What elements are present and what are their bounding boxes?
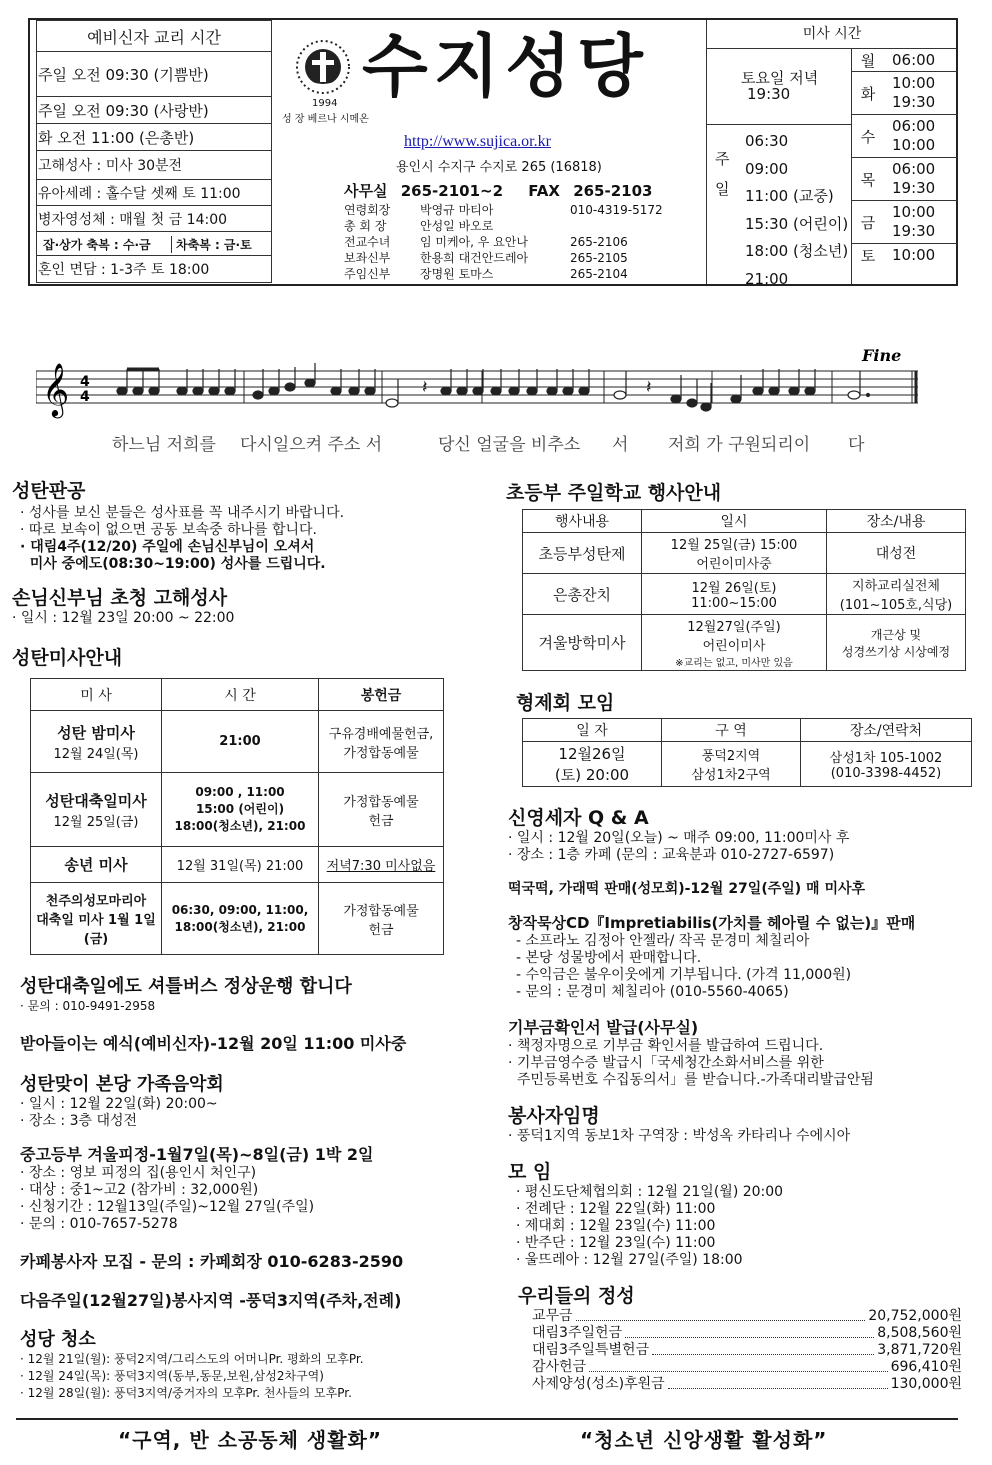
weekday-label: 목 bbox=[860, 170, 876, 189]
sunday-time: 06:30 bbox=[745, 132, 789, 150]
section-title: 떡국떡, 가래떡 판매(성모회)-12월 27일(주일) 매 미사후 bbox=[508, 881, 866, 897]
weekday-label: 수 bbox=[860, 127, 876, 146]
table-row bbox=[523, 742, 972, 787]
offering-label: 사제양성(성소)후원금 bbox=[532, 1376, 665, 1392]
mass-date: 12월 24일(목) bbox=[53, 746, 139, 762]
mass-offering: 헌금 bbox=[368, 922, 394, 938]
church-name: 수지성당 bbox=[362, 28, 649, 107]
sunday-time: 18:00 (청소년) bbox=[745, 242, 849, 261]
text-line: 주민등록번호 수집동의서」를 받습니다.-가족대리발급안됨 bbox=[508, 1072, 874, 1088]
text-line: · 대림4주(12/20) 주일에 손님신부님이 오셔서 bbox=[20, 539, 315, 555]
table-header: 장소/내용 bbox=[827, 510, 966, 533]
staff-role: 주임신부 bbox=[344, 267, 391, 281]
text-line: · 장소 : 3층 대성전 bbox=[20, 1113, 138, 1129]
sunday-time: 11:00 (교중) bbox=[745, 187, 834, 206]
table-header: 행사내용 bbox=[523, 510, 642, 533]
weekday-time: 19:30 bbox=[892, 93, 936, 111]
section-title: 받아들이는 예식(예비신자)-12월 20일 11:00 미사중 bbox=[20, 1034, 407, 1053]
mass-name: 성탄대축일미사 bbox=[45, 791, 147, 810]
meeting-area: 풍덕2지역 bbox=[701, 749, 761, 764]
mass-time: 09:00 , 11:00 bbox=[195, 785, 285, 799]
staff-name: 박영규 마티아 bbox=[420, 203, 494, 217]
event-place: 개근상 및 bbox=[870, 627, 922, 642]
weekday-column bbox=[851, 49, 958, 284]
event-time: 12월 26일(토) bbox=[691, 581, 777, 596]
table-row bbox=[31, 773, 444, 847]
event-place: 성경쓰기상 시상예정 bbox=[841, 644, 951, 659]
staff-row bbox=[344, 218, 663, 234]
staff-phone: 010-4319-5172 bbox=[570, 203, 663, 217]
weekday-time: 10:00 bbox=[892, 74, 936, 92]
offering-amount: 8,508,560원 bbox=[877, 1325, 962, 1341]
sunday-time: 21:00 bbox=[745, 269, 789, 288]
text-line: - 수익금은 불우이웃에게 기부됩니다. (가격 11,000원) bbox=[516, 967, 852, 983]
table-header: 일시 bbox=[642, 510, 827, 533]
offering-row bbox=[532, 1325, 962, 1342]
table-row bbox=[31, 883, 444, 955]
fax-number: 265-2103 bbox=[573, 182, 653, 200]
mass-time: 15:00 (어린이) bbox=[195, 802, 285, 816]
saturday-evening-label: 토요일 저녁 bbox=[741, 69, 819, 87]
svg-text:𝄽: 𝄽 bbox=[646, 377, 652, 398]
weekday-time: 06:00 bbox=[892, 160, 936, 178]
section-title: 성당 청소 bbox=[20, 1329, 96, 1350]
staff-role: 보좌신부 bbox=[344, 251, 391, 265]
left-column-lower bbox=[20, 972, 490, 1402]
text-line: - 문의 : 문경미 체칠리아 (010-5560-4065) bbox=[516, 984, 789, 1000]
fine-mark: Fine bbox=[862, 346, 902, 365]
lyric: 다 bbox=[848, 435, 865, 455]
text-line: · 신청기간 : 12월13일(주일)~12월 27일(주일) bbox=[20, 1199, 315, 1215]
text-line: · 일시 : 12월 20일(오늘) ~ 매주 09:00, 11:00미사 후 bbox=[508, 830, 850, 846]
event-time: 어린이미사 bbox=[702, 639, 766, 654]
offering-amount: 20,752,000원 bbox=[868, 1308, 962, 1324]
mass-time-title: 미사 시간 bbox=[707, 20, 957, 49]
table-row bbox=[523, 574, 966, 615]
text-line: · 12월 24일(목): 풍덕3지역(동부,동문,보원,삼성2차구역) bbox=[20, 1369, 324, 1383]
weekday-time: 19:30 bbox=[892, 179, 936, 197]
event-place: 대성전 bbox=[827, 533, 966, 574]
mass-time: 12월 31일(목) 21:00 bbox=[176, 859, 304, 874]
weekday-row bbox=[852, 72, 958, 115]
church-address: 용인시 수지구 수지로 265 (16818) bbox=[396, 160, 602, 175]
mass-offering: 헌금 bbox=[368, 813, 394, 829]
weekday-time: 10:00 bbox=[892, 136, 936, 154]
event-name: 초등부성탄제 bbox=[523, 533, 642, 574]
mass-offering: 가정합동예물 bbox=[343, 745, 419, 761]
meeting-area: 삼성1차2구역 bbox=[691, 768, 771, 783]
text-line: · 12월 28일(월): 풍덕3지역/중거자의 모후Pr. 천사들의 모후Pr. bbox=[20, 1386, 352, 1400]
catechism-row: 주일 오전 09:30 (기쁨반) bbox=[37, 52, 272, 97]
mass-name: 천주의성모마리아 bbox=[45, 894, 147, 909]
text-line: · 성사를 보신 분들은 성사표를 꼭 내주시기 바랍니다. bbox=[20, 505, 345, 521]
mass-date: 12월 25일(금) bbox=[53, 814, 139, 830]
event-place: (101~105호,식당) bbox=[839, 598, 953, 613]
event-time: 11:00~15:00 bbox=[691, 596, 777, 611]
staff-row bbox=[344, 202, 663, 218]
text-line: - 본당 성물방에서 판매합니다. bbox=[516, 950, 702, 966]
house-blessing: 잡·상가 축복 : 수·금 bbox=[37, 236, 172, 253]
logo-year: 1994 bbox=[312, 98, 338, 109]
event-place: 지하교리실전체 bbox=[852, 579, 940, 594]
meeting-place: (010-3398-4452) bbox=[830, 766, 942, 781]
christmas-mass-table bbox=[30, 678, 444, 955]
staff-row bbox=[344, 250, 663, 266]
offering-label: 교무금 bbox=[532, 1308, 573, 1324]
offering-label: 대림3주일헌금 bbox=[532, 1325, 623, 1341]
table-header: 구 역 bbox=[662, 719, 801, 742]
event-note: ※교리는 없고, 미사만 있음 bbox=[675, 658, 793, 669]
music-staff bbox=[36, 345, 922, 425]
section-title: 봉사자임명 bbox=[508, 1105, 600, 1127]
brotherhood-table bbox=[522, 718, 972, 787]
saturday-evening bbox=[707, 49, 851, 125]
mass-offering: 저녁7:30 미사없음 bbox=[326, 859, 436, 874]
music-score bbox=[36, 345, 922, 425]
table-row bbox=[523, 533, 966, 574]
staff-list bbox=[344, 202, 663, 282]
weekday-row bbox=[852, 158, 958, 201]
weekday-time: 10:00 bbox=[892, 203, 936, 221]
section-title: 창작묵상CD『Impretiabilis(가치를 헤아릴 수 없는)』판매 bbox=[508, 914, 916, 932]
sunday-time: 09:00 bbox=[745, 159, 789, 178]
section-title: 형제회 모임 bbox=[516, 692, 615, 714]
text-line: · 전례단 : 12월 22일(화) 11:00 bbox=[516, 1201, 716, 1217]
text-line: - 소프라노 김정아 안젤라/ 작곡 문경미 체칠리아 bbox=[516, 933, 810, 949]
offering-amount: 696,410원 bbox=[890, 1359, 962, 1375]
sick-communion-row: 병자영성체 : 매월 첫 금 14:00 bbox=[37, 206, 272, 232]
weekday-label: 월 bbox=[860, 51, 876, 70]
baptism-row: 유아세례 : 홀수달 셋째 토 11:00 bbox=[37, 180, 272, 206]
table-header: 장소/연락처 bbox=[801, 719, 972, 742]
section-title: 신영세자 Q & A bbox=[508, 807, 649, 829]
saturday-evening-time: 19:30 bbox=[747, 85, 791, 103]
footer-slogan-left: “구역, 반 소공동체 생활화” bbox=[118, 1428, 382, 1452]
text-line: · 책정자명으로 기부금 확인서를 발급하여 드립니다. bbox=[508, 1038, 824, 1054]
text-line: · 기부금영수증 발급시「국세청간소화서비스를 위한 bbox=[508, 1055, 824, 1071]
event-name: 은총잔치 bbox=[523, 574, 642, 615]
footer-slogan-right: “청소년 신앙생활 활성화” bbox=[580, 1428, 828, 1452]
blessing-row bbox=[37, 232, 272, 256]
mass-time: 18:00(청소년), 21:00 bbox=[174, 819, 306, 833]
staff-name: 임 미케아, 우 요안나 bbox=[420, 235, 528, 249]
catechism-row: 화 오전 11:00 (은총반) bbox=[37, 124, 272, 151]
staff-row bbox=[344, 234, 663, 250]
mass-offering: 구유경배예물헌금, bbox=[328, 726, 434, 742]
text-line: · 대상 : 중1~고2 (참가비 : 32,000원) bbox=[20, 1182, 259, 1198]
offering-row bbox=[532, 1342, 962, 1359]
weekday-label: 금 bbox=[860, 213, 876, 232]
sunday-times bbox=[745, 128, 848, 294]
offering-row bbox=[532, 1376, 962, 1393]
text-line: · 일시 : 12월 22일(화) 20:00~ bbox=[20, 1096, 218, 1112]
office-phone: 265-2101~2 bbox=[400, 182, 504, 200]
weekday-label: 토 bbox=[860, 246, 876, 265]
text-line: · 제대회 : 12월 23일(수) 11:00 bbox=[516, 1218, 716, 1234]
staff-role: 전교수녀 bbox=[344, 235, 391, 249]
sunday-time: 15:30 (어린이) bbox=[745, 214, 849, 233]
event-time: 12월27일(주일) bbox=[687, 620, 781, 635]
logo-caption: 성 장 베르나 시메온 bbox=[282, 114, 369, 125]
catechism-row: 주일 오전 09:30 (사랑반) bbox=[37, 97, 272, 124]
offering-amount: 3,871,720원 bbox=[877, 1342, 962, 1358]
mass-time: 06:30, 09:00, 11:00, bbox=[171, 902, 309, 917]
section-title: 성탄대축일에도 셔틀버스 정상운행 합니다 bbox=[20, 976, 352, 997]
event-time: 어린이미사중 bbox=[696, 557, 772, 572]
mass-time-box bbox=[706, 20, 957, 288]
staff-phone: 265-2106 bbox=[570, 235, 628, 249]
weekday-time: 06:00 bbox=[892, 51, 936, 69]
confession-row: 고해성사 : 미사 30분전 bbox=[37, 151, 272, 180]
lyric: 저희 가 구원되리이 bbox=[668, 435, 811, 455]
section-title: 기부금확인서 발급(사무실) bbox=[508, 1018, 699, 1037]
treble-clef-icon: 𝄞 bbox=[42, 362, 70, 416]
church-logo bbox=[292, 36, 354, 98]
section-title: 모 임 bbox=[508, 1161, 552, 1183]
offering-label: 대림3주일특별헌금 bbox=[532, 1342, 650, 1358]
mass-name: 송년 미사 bbox=[64, 856, 128, 874]
staff-phone: 265-2105 bbox=[570, 251, 628, 265]
meeting-date: 12월26일 bbox=[558, 745, 626, 763]
text-line: · 반주단 : 12월 23일(수) 11:00 bbox=[516, 1235, 716, 1251]
table-row bbox=[31, 847, 444, 883]
marriage-row: 혼인 면담 : 1-3주 토 18:00 bbox=[37, 256, 272, 283]
mass-time: 21:00 bbox=[219, 734, 261, 749]
svg-text:4: 4 bbox=[80, 374, 90, 390]
staff-phone: 265-2104 bbox=[570, 267, 628, 281]
svg-text:𝄽: 𝄽 bbox=[422, 377, 428, 398]
staff-role: 총 회 장 bbox=[344, 219, 387, 233]
table-header: 시 간 bbox=[162, 679, 319, 711]
table-row bbox=[31, 711, 444, 773]
section-title: 성탄판공 bbox=[12, 480, 86, 502]
lyric: 서 bbox=[612, 435, 629, 455]
staff-name: 안성일 바오로 bbox=[420, 219, 494, 233]
table-header: 일 자 bbox=[523, 719, 662, 742]
section-title: 손님신부님 초청 고해성사 bbox=[12, 587, 228, 609]
mass-name: 성탄 밤미사 bbox=[57, 723, 135, 742]
staff-row bbox=[344, 266, 663, 282]
event-time: 12월 25일(금) 15:00 bbox=[670, 538, 798, 553]
mass-time: 18:00(청소년), 21:00 bbox=[174, 919, 306, 934]
text-line: · 문의 : 010-7657-5278 bbox=[20, 1216, 178, 1232]
section-title: 성탄맞이 본당 가족음악회 bbox=[20, 1074, 224, 1095]
section-title: 우리들의 정성 bbox=[518, 1285, 635, 1307]
fax-label: FAX bbox=[528, 182, 560, 200]
offering-amount: 130,000원 bbox=[890, 1376, 962, 1392]
section-title: 카페봉사자 모집 - 문의 : 카페회장 010-6283-2590 bbox=[20, 1252, 404, 1271]
weekday-time: 10:00 bbox=[892, 246, 936, 264]
meeting-place: 삼성1차 105-1002 bbox=[829, 751, 943, 766]
weekday-row bbox=[852, 244, 958, 266]
text-line: · 문의 : 010-9491-2958 bbox=[20, 999, 156, 1013]
text-line: 미사 중에도(08:30~19:00) 성사를 드립니다. bbox=[20, 556, 326, 572]
left-column bbox=[12, 476, 492, 670]
lyric: 당신 얼굴을 비추소 bbox=[438, 435, 581, 455]
offering-row bbox=[532, 1308, 962, 1325]
text-line: · 풍덕1지역 동보1차 구역장 : 박성옥 카타리나 수에시아 bbox=[508, 1128, 851, 1144]
svg-text:4: 4 bbox=[80, 389, 90, 405]
staff-name: 장명원 토마스 bbox=[420, 267, 494, 281]
mass-offering: 가정합동예물 bbox=[343, 794, 419, 810]
mass-offering: 가정합동예물 bbox=[343, 903, 419, 919]
offering-row bbox=[532, 1359, 962, 1376]
sunday-school-table bbox=[522, 509, 966, 671]
meeting-date: (토) 20:00 bbox=[554, 766, 630, 784]
text-line: · 따로 보속이 없으면 공동 보속중 하나를 합니다. bbox=[20, 522, 318, 538]
text-line: · 12월 21일(월): 풍덕2지역/그리스도의 어머니Pr. 평화의 모후Pr. bbox=[20, 1352, 364, 1366]
section-title: 초등부 주일학교 행사안내 bbox=[506, 482, 722, 504]
text-line: · 평신도단체협의회 : 12월 21일(월) 20:00 bbox=[516, 1184, 784, 1200]
office-line bbox=[344, 180, 652, 201]
weekday-row bbox=[852, 115, 958, 158]
text-line: · 일시 : 12월 23일 20:00 ~ 22:00 bbox=[12, 610, 235, 626]
staff-role: 연령회장 bbox=[344, 203, 391, 217]
catechism-title: 예비신자 교리 시간 bbox=[37, 21, 272, 52]
weekday-label: 화 bbox=[860, 84, 876, 103]
lyric: 하느님 저희를 bbox=[112, 435, 216, 455]
weekday-row bbox=[852, 49, 958, 72]
weekday-time: 19:30 bbox=[892, 222, 936, 240]
table-header: 미 사 bbox=[31, 679, 162, 711]
mass-date: 대축일 미사 1월 1일(금) bbox=[36, 913, 156, 947]
text-line: · 울뜨레아 : 12월 27일(주일) 18:00 bbox=[516, 1252, 743, 1268]
text-line: · 장소 : 영보 피정의 집(용인시 처인구) bbox=[20, 1165, 257, 1181]
table-row bbox=[523, 615, 966, 671]
church-url[interactable]: http://www.sujica.or.kr bbox=[404, 133, 551, 150]
section-title: 성탄미사안내 bbox=[12, 647, 123, 669]
car-blessing: 차축복 : 금·토 bbox=[176, 238, 252, 252]
table-header: 봉헌금 bbox=[319, 679, 444, 711]
weekday-row bbox=[852, 201, 958, 244]
catechism-table bbox=[36, 20, 272, 283]
right-column-lower bbox=[508, 803, 978, 1393]
section-title: 중고등부 겨울피정-1월7일(목)~8일(금) 1박 2일 bbox=[20, 1145, 374, 1164]
text-line: · 장소 : 1층 카페 (문의 : 교육분과 010-2727-6597) bbox=[508, 847, 835, 863]
lyric: 다시일으켜 주소 서 bbox=[240, 435, 383, 455]
sunday-label: 주일 bbox=[715, 150, 730, 198]
office-label: 사무실 bbox=[344, 182, 388, 200]
cross-logo-icon bbox=[292, 36, 354, 98]
staff-name: 한용희 대건안드레아 bbox=[420, 251, 529, 265]
section-title: 다음주일(12월27일)봉사지역 -풍덕3지역(주차,전례) bbox=[20, 1291, 402, 1310]
event-name: 겨울방학미사 bbox=[523, 615, 642, 671]
weekday-time: 06:00 bbox=[892, 117, 936, 135]
offering-label: 감사헌금 bbox=[532, 1359, 587, 1375]
footer-rule bbox=[16, 1418, 958, 1420]
